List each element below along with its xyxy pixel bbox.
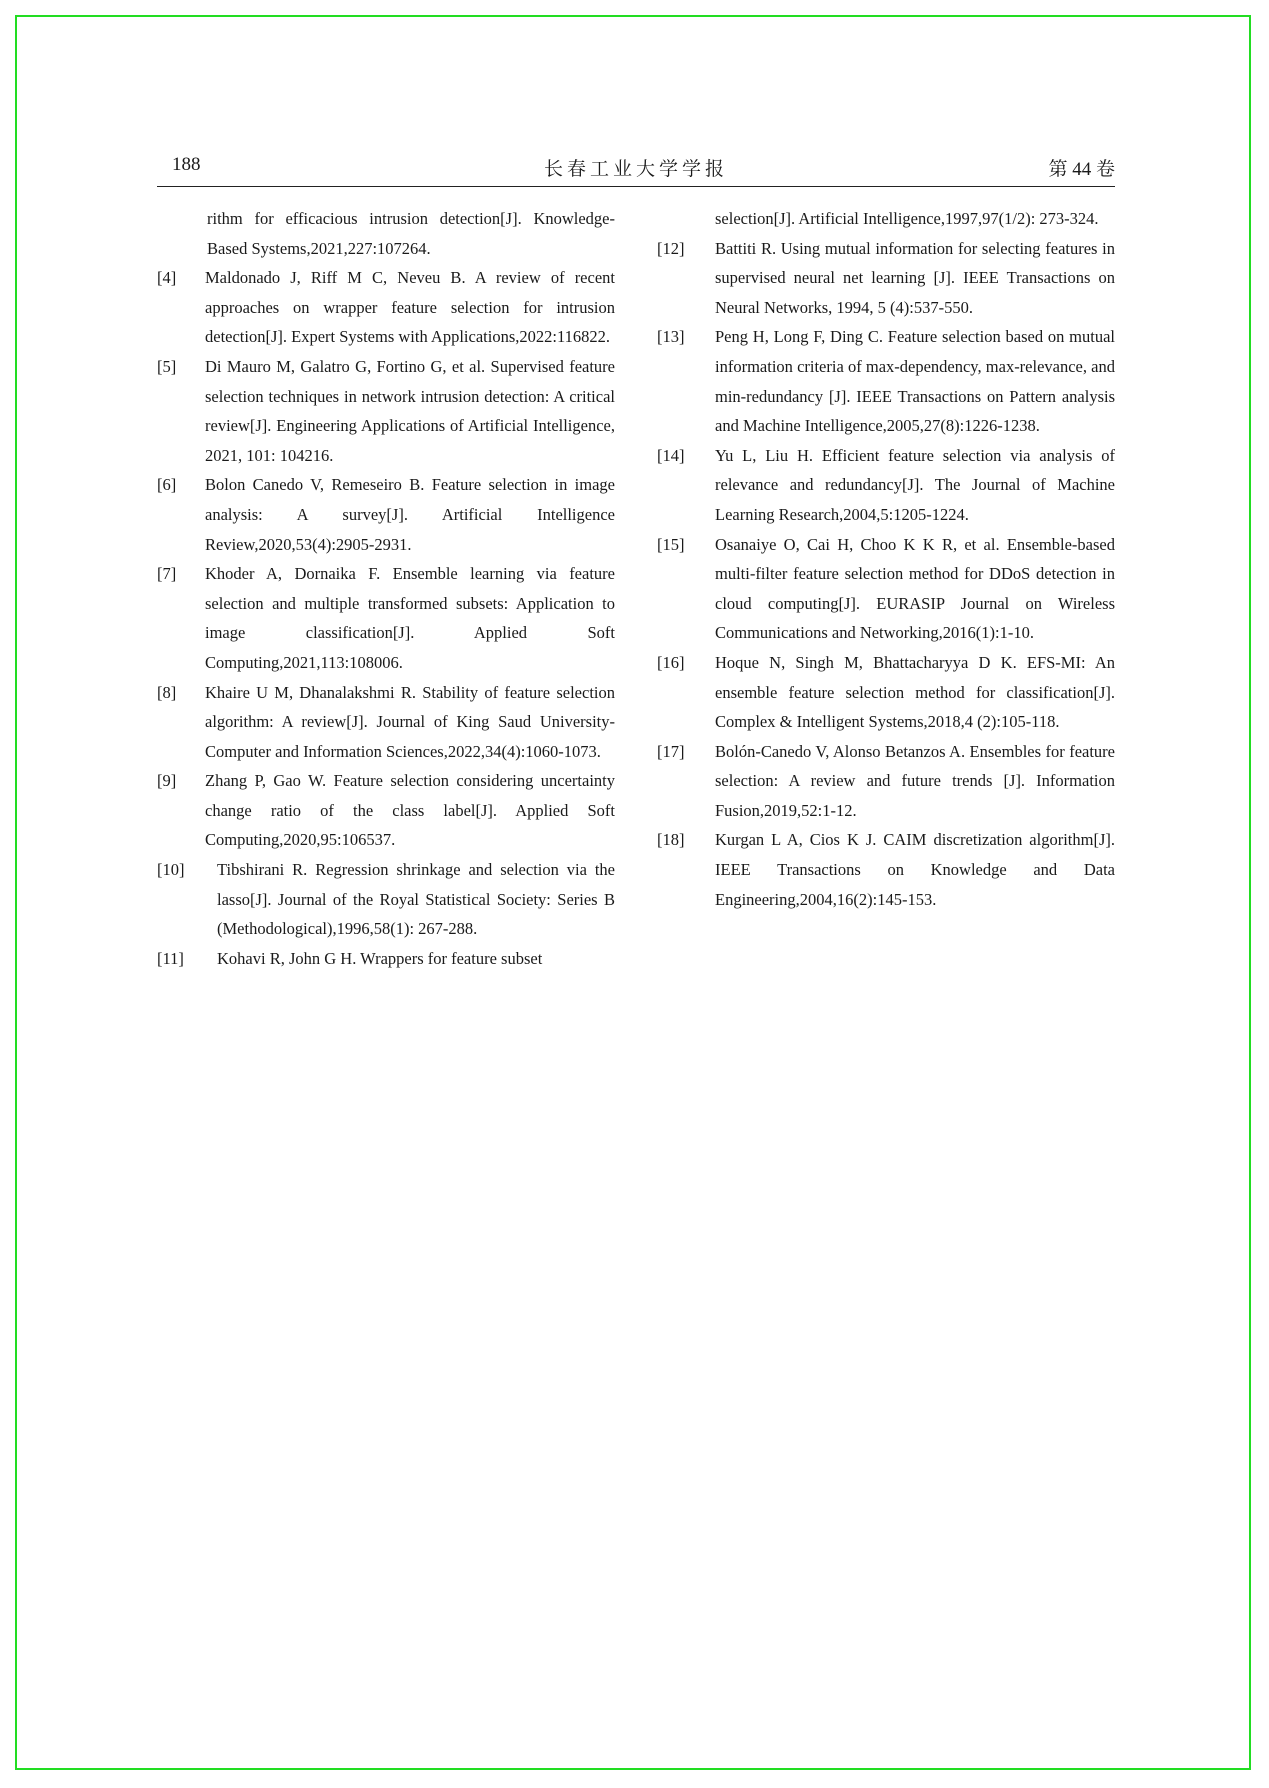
- reference-text: Khoder A, Dornaika F. Ensemble learning via feature selection and multiple transformed subsets: Application to image classification[J]. Applied Soft Computing,2021,113:108006.: [205, 564, 615, 672]
- reference-text: rithm for efficacious intrusion detection[J]. Knowledge-Based Systems,2021,227:107264.: [207, 209, 615, 258]
- reference-number: [8]: [157, 682, 177, 702]
- reference-text: Kohavi R, John G H. Wrappers for feature subset: [217, 948, 543, 968]
- reference-text: Di Mauro M, Galatro G, Fortino G, et al. Supervised feature selection techniques in network intrusion detection: A critical review[J]. Engineering Applications of Artificial Intelligence, 2021, 101: 104216.: [205, 356, 615, 465]
- reference-item: [157, 855, 615, 944]
- reference-number: [10]: [157, 860, 185, 880]
- reference-text: Hoque N, Singh M, Bhattacharyya D K. EFS-MI: An ensemble feature selection method for classification[J]. Complex & Intelligent Systems,2018,4 (2):105-118.: [715, 652, 1115, 732]
- reference-number: [18]: [657, 830, 685, 850]
- reference-item: [657, 234, 1115, 323]
- reference-item: [657, 322, 1115, 440]
- reference-item: [157, 766, 615, 855]
- left-column: [157, 204, 615, 973]
- reference-text: Tibshirani R. Regression shrinkage and selection via the lasso[J]. Journal of the Royal Statistical Society: Series B (Methodological),1996,58(1): 267-288.: [217, 860, 615, 939]
- reference-item: [657, 737, 1115, 826]
- reference-item: [657, 825, 1115, 914]
- page-number: 188: [172, 154, 201, 175]
- reference-text: Bolon Canedo V, Remeseiro B. Feature selection in image analysis: A survey[J]. Artificial Intelligence Review,2020,53(4):2905-2931.: [205, 475, 615, 554]
- reference-text: Osanaiye O, Cai H, Choo K K R, et al. Ensemble-based multi-filter feature selection method for DDoS detection in cloud computing[J]. EURASIP Journal on Wireless Communications and Networking,2016(1):1-10.: [715, 534, 1115, 643]
- reference-item: [657, 530, 1115, 648]
- reference-item: [657, 441, 1115, 530]
- reference-number: [15]: [657, 534, 685, 554]
- reference-number: [13]: [657, 327, 685, 347]
- reference-number: [7]: [157, 564, 177, 584]
- reference-text: Maldonado J, Riff M C, Neveu B. A review of recent approaches on wrapper feature selection for intrusion detection[J]. Expert Systems with Applications,2022:116822.: [205, 268, 615, 347]
- reference-text: Bolón-Canedo V, Alonso Betanzos A. Ensembles for feature selection: A review and future trends [J]. Information Fusion,2019,52:1-12.: [715, 741, 1115, 820]
- reference-item: [157, 678, 615, 767]
- reference-number: [4]: [157, 268, 177, 288]
- right-column: [657, 204, 1115, 914]
- reference-text: Peng H, Long F, Ding C. Feature selection based on mutual information criteria of max-dependency, max-relevance, and min-redundancy [J]. IEEE Transactions on Pattern analysis and Machine Intelligence,2005,27(8):1226-1238.: [715, 327, 1115, 436]
- reference-item: [157, 559, 615, 677]
- reference-text: Zhang P, Gao W. Feature selection considering uncertainty change ratio of the class label[J]. Applied Soft Computing,2020,95:106537.: [205, 771, 615, 850]
- journal-title: 长春工业大学学报: [543, 159, 728, 180]
- reference-item: [657, 648, 1115, 737]
- reference-number: [12]: [657, 238, 685, 258]
- running-header: [157, 150, 1115, 187]
- reference-number: [5]: [157, 356, 177, 376]
- reference-text: Battiti R. Using mutual information for selecting features in supervised neural net learning [J]. IEEE Transactions on Neural Networks, 1994, 5 (4):537-550.: [715, 238, 1115, 317]
- reference-continuation: [657, 204, 1115, 234]
- reference-text: Khaire U M, Dhanalakshmi R. Stability of feature selection algorithm: A review[J]. Journal of King Saud University-Computer and Information Sciences,2022,34(4):1060-1073.: [205, 682, 615, 761]
- reference-number: [16]: [657, 652, 685, 672]
- reference-number: [6]: [157, 475, 177, 495]
- reference-text: Kurgan L A, Cios K J. CAIM discretization algorithm[J]. IEEE Transactions on Knowledge and Data Engineering,2004,16(2):145-153.: [715, 830, 1115, 909]
- reference-number: [11]: [157, 948, 184, 968]
- reference-number: [14]: [657, 445, 685, 465]
- reference-item: [157, 352, 615, 470]
- reference-item: [157, 263, 615, 352]
- reference-text: Yu L, Liu H. Efficient feature selection via analysis of relevance and redundancy[J]. The Journal of Machine Learning Research,2004,5:1205-1224.: [715, 445, 1115, 524]
- volume-label: 第 44 卷: [1048, 159, 1115, 180]
- reference-number: [9]: [157, 771, 177, 791]
- reference-item: [157, 470, 615, 559]
- reference-continuation: [157, 204, 615, 263]
- reference-item: [157, 944, 615, 974]
- reference-number: [17]: [657, 741, 685, 761]
- reference-text: selection[J]. Artificial Intelligence,1997,97(1/2): 273-324.: [715, 209, 1099, 228]
